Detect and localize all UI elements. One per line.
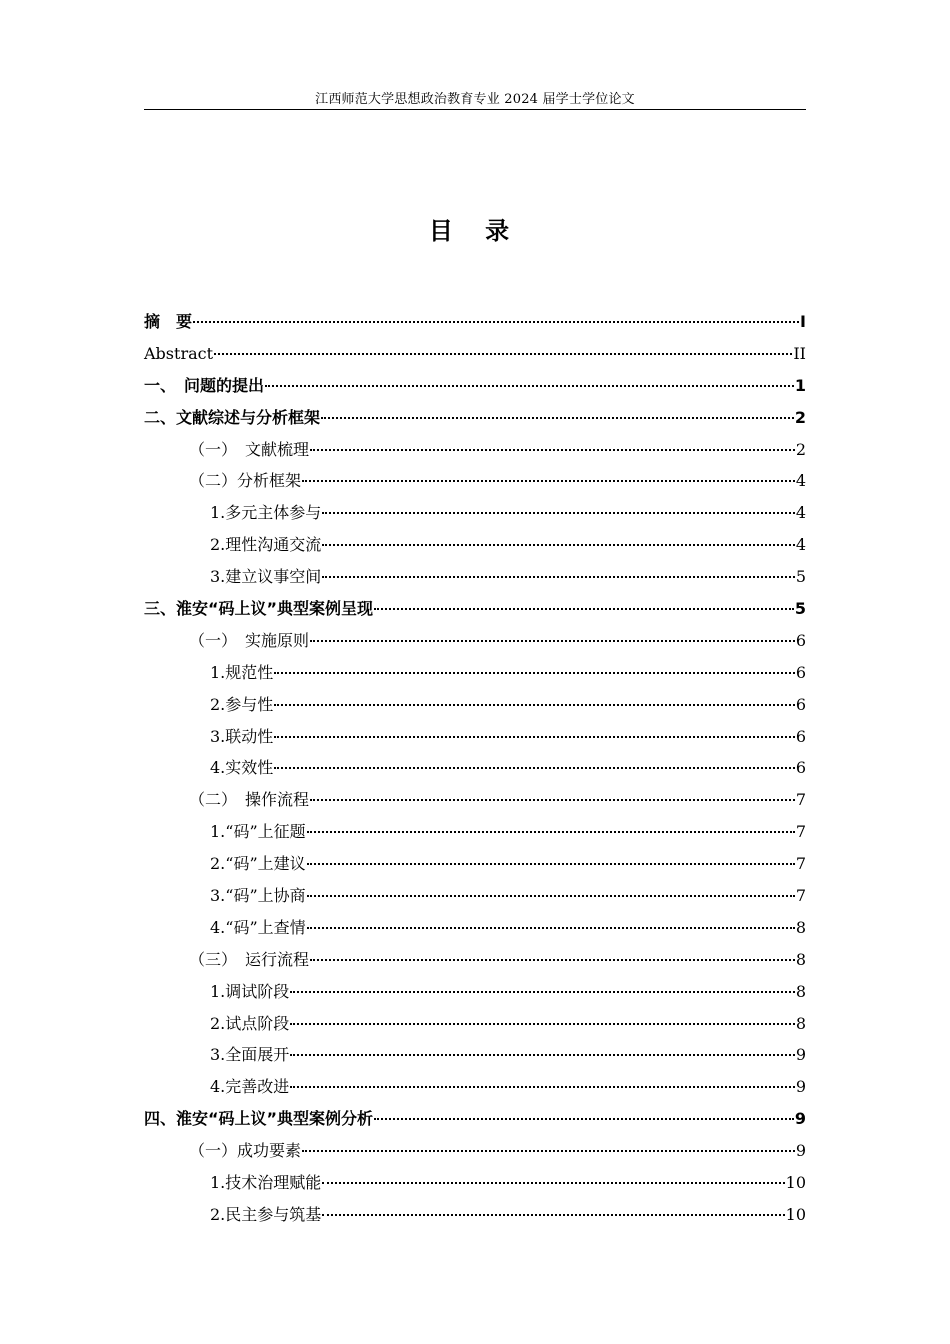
toc-entry-page-number: 6 (795, 662, 806, 682)
toc-entry-page-number: 2 (795, 439, 806, 459)
toc-entry[interactable] (144, 1167, 806, 1199)
toc-leader-dots (214, 353, 792, 355)
toc-entry[interactable] (144, 625, 806, 657)
toc-entry-label: （二） 操作流程 (189, 790, 310, 810)
toc-leader-dots (322, 512, 795, 514)
toc-entry-page-number: 10 (785, 1204, 806, 1224)
toc-leader-dots (374, 608, 794, 610)
toc-leader-dots (307, 831, 795, 833)
toc-entry-label: 3.“码”上协商 (210, 886, 306, 906)
toc-leader-dots (322, 1182, 784, 1184)
toc-entry-label: （二）分析框架 (189, 471, 302, 491)
toc-entry[interactable] (144, 593, 806, 625)
toc-entry-label: 三、淮安“码上议”典型案例呈现 (144, 599, 374, 619)
header-rule (144, 109, 806, 110)
toc-entry-page-number: 5 (794, 599, 806, 619)
toc-entry-label: （三） 运行流程 (189, 949, 310, 969)
toc-entry[interactable] (144, 721, 806, 753)
toc-entry[interactable] (144, 912, 806, 944)
toc-entry-page-number: 7 (795, 854, 806, 874)
toc-entry-page-number: 4 (795, 535, 806, 555)
toc-entry-page-number: 8 (795, 949, 806, 969)
toc-leader-dots (290, 1054, 795, 1056)
toc-leader-dots (310, 959, 795, 961)
toc-entry-label: 四、淮安“码上议”典型案例分析 (144, 1109, 374, 1129)
toc-leader-dots (302, 480, 795, 482)
toc-entry-label: 2.“码”上建议 (210, 854, 306, 874)
toc-leader-dots (310, 640, 795, 642)
toc-leader-dots (274, 767, 795, 769)
toc-entry-page-number: 2 (794, 407, 806, 427)
toc-entry-page-number: 9 (795, 1141, 806, 1161)
toc-leader-dots (321, 417, 794, 419)
toc-leader-dots (274, 736, 795, 738)
toc-entry[interactable] (144, 402, 806, 434)
toc-leader-dots (274, 672, 795, 674)
toc-entry-label: 4.实效性 (210, 758, 274, 778)
toc-entry-page-number: II (793, 343, 806, 363)
toc-entry[interactable] (144, 976, 806, 1008)
toc-entry-page-number: 7 (795, 790, 806, 810)
toc-leader-dots (322, 576, 795, 578)
toc-entry-page-number: 7 (795, 822, 806, 842)
toc-entry[interactable] (144, 816, 806, 848)
toc-entry[interactable] (144, 465, 806, 497)
toc-entry-page-number: 8 (795, 1013, 806, 1033)
toc-entry-label: （一）成功要素 (189, 1141, 302, 1161)
toc-leader-dots (290, 1086, 795, 1088)
toc-entry-label: 2.参与性 (210, 694, 274, 714)
toc-entry-page-number: 10 (785, 1173, 806, 1193)
toc-entry-label: 1.多元主体参与 (210, 503, 322, 523)
toc-entry-label: 4.完善改进 (210, 1077, 290, 1097)
toc-entry-label: 3.联动性 (210, 726, 274, 746)
toc-entry[interactable] (144, 752, 806, 784)
toc-leader-dots (322, 544, 795, 546)
toc-entry-label: Abstract (144, 343, 214, 363)
toc-entry-page-number: 4 (795, 471, 806, 491)
toc-leader-dots (310, 449, 795, 451)
toc-entry-page-number: 6 (795, 726, 806, 746)
toc-entry[interactable] (144, 561, 806, 593)
toc-entry-page-number: 6 (795, 694, 806, 714)
toc-entry[interactable] (144, 848, 806, 880)
toc-entry[interactable] (144, 306, 806, 338)
toc-leader-dots (307, 895, 795, 897)
toc-entry[interactable] (144, 784, 806, 816)
toc-entry-label: 1.技术治理赋能 (210, 1173, 322, 1193)
toc-leader-dots (307, 927, 795, 929)
toc-entry[interactable] (144, 1199, 806, 1231)
toc-entry-page-number: I (800, 312, 806, 331)
toc-entry[interactable] (144, 529, 806, 561)
toc-entry[interactable] (144, 880, 806, 912)
toc-entry-page-number: 6 (795, 630, 806, 650)
toc-entry-label: 4.“码”上查情 (210, 917, 306, 937)
toc-entry-page-number: 6 (795, 758, 806, 778)
toc-leader-dots (310, 799, 795, 801)
toc-entry[interactable] (144, 370, 806, 402)
toc-entry-label: （一） 实施原则 (189, 630, 310, 650)
toc-leader-dots (193, 321, 799, 323)
toc-entry-label: 摘 要 (144, 312, 193, 331)
toc-entry-label: （一） 文献梳理 (189, 439, 310, 459)
toc-leader-dots (322, 1214, 784, 1216)
toc-entry-label: 1.调试阶段 (210, 981, 290, 1001)
toc-leader-dots (302, 1150, 795, 1152)
toc-entry[interactable] (144, 338, 806, 370)
toc-entry-label: 2.民主参与筑基 (210, 1204, 322, 1224)
table-of-contents (144, 306, 806, 1231)
toc-entry[interactable] (144, 497, 806, 529)
toc-entry[interactable] (144, 944, 806, 976)
toc-entry-label: 一、 问题的提出 (144, 375, 265, 395)
toc-leader-dots (307, 863, 795, 865)
toc-entry-label: 2.理性沟通交流 (210, 535, 322, 555)
toc-entry-label: 1.“码”上征题 (210, 822, 306, 842)
toc-entry-page-number: 5 (795, 567, 806, 587)
toc-entry[interactable] (144, 434, 806, 466)
toc-entry[interactable] (144, 1039, 806, 1071)
toc-leader-dots (374, 1118, 794, 1120)
toc-entry-label: 3.建立议事空间 (210, 567, 322, 587)
toc-leader-dots (290, 1023, 795, 1025)
toc-entry-page-number: 1 (794, 375, 806, 395)
toc-entry-label: 2.试点阶段 (210, 1013, 290, 1033)
toc-entry-page-number: 9 (795, 1045, 806, 1065)
running-header: 江西师范大学思想政治教育专业 2024 届学士学位论文 (315, 92, 635, 107)
page-title: 目 录 (428, 217, 522, 245)
toc-entry-page-number: 9 (795, 1077, 806, 1097)
toc-entry[interactable] (144, 1071, 806, 1103)
toc-entry[interactable] (144, 689, 806, 721)
toc-entry-page-number: 9 (794, 1109, 806, 1129)
toc-entry[interactable] (144, 1135, 806, 1167)
toc-leader-dots (290, 991, 795, 993)
toc-leader-dots (265, 385, 794, 387)
toc-entry[interactable] (144, 1008, 806, 1040)
toc-entry-page-number: 8 (795, 981, 806, 1001)
toc-entry-page-number: 7 (795, 886, 806, 906)
toc-entry-label: 1.规范性 (210, 662, 274, 682)
toc-entry[interactable] (144, 657, 806, 689)
toc-entry-label: 二、文献综述与分析框架 (144, 407, 321, 427)
toc-entry-page-number: 8 (795, 917, 806, 937)
toc-entry[interactable] (144, 1103, 806, 1135)
toc-leader-dots (274, 704, 795, 706)
toc-entry-page-number: 4 (795, 503, 806, 523)
toc-entry-label: 3.全面展开 (210, 1045, 290, 1065)
